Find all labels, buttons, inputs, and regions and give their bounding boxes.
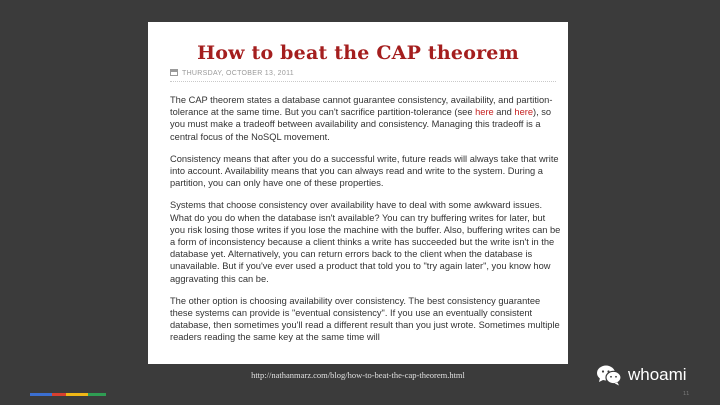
post-title[interactable]: How to beat the CAP theorem [197, 42, 519, 64]
paragraph-1: The CAP theorem states a database cannot guarantee consistency, availability, and partition-tolerance at the same time. But you can't sacrifice partition-tolerance (see here and here), so you must make a tradeoff between availability and consistency. Managing this tradeoff is a central focus of the NoSQL movement. [170, 95, 553, 142]
watermark-text: whoami [628, 365, 687, 384]
accent-bar-red [52, 393, 66, 396]
accent-bar-blue [30, 393, 52, 396]
wechat-watermark [596, 363, 687, 387]
paragraph-3: Systems that choose consistency over availability have to deal with some awkward issues. What do you do when the database isn't available? You can try buffering writes for later, but you risk losing those writes if you lose the machine with the buffer. Also, buffering writes can be a form of inconsistency because a client thinks a write has succeeded but the write isn't in the database yet. Alternatively, you can return errors back to the client when the database is unavailable. But if you've ever used a product that told you to "try again later", you know how aggravating this can be. [170, 200, 561, 284]
post-body [170, 94, 562, 354]
post-date: THURSDAY, OCTOBER 13, 2011 [182, 70, 294, 77]
accent-bar-yellow [66, 393, 88, 396]
paragraph-2: Consistency means that after you do a successful write, future reads will always take that write into account. Availability means that you can always read and write to the system. During a partition, you can only have one of these properties. [170, 153, 559, 189]
source-url: http://nathanmarz.com/blog/how-to-beat-the-cap-theorem.html [251, 370, 465, 380]
link-here-1[interactable]: here [475, 107, 494, 118]
slide-number: 11 [683, 391, 690, 397]
screenshot-blog-page [148, 22, 568, 364]
wechat-icon [596, 364, 622, 386]
post-dateline [170, 69, 556, 82]
accent-bar-green [88, 393, 106, 396]
paragraph-4: The other option is choosing availability over consistency. The best consistency guarantee these systems can provide is "eventual consistency". If you use an eventually consistent database, then sometimes you'll read a different result than you just wrote. Sometimes multiple readers reading the same key at the same time will [170, 295, 560, 343]
calendar-icon [170, 69, 178, 76]
link-here-2[interactable]: here [514, 107, 534, 118]
